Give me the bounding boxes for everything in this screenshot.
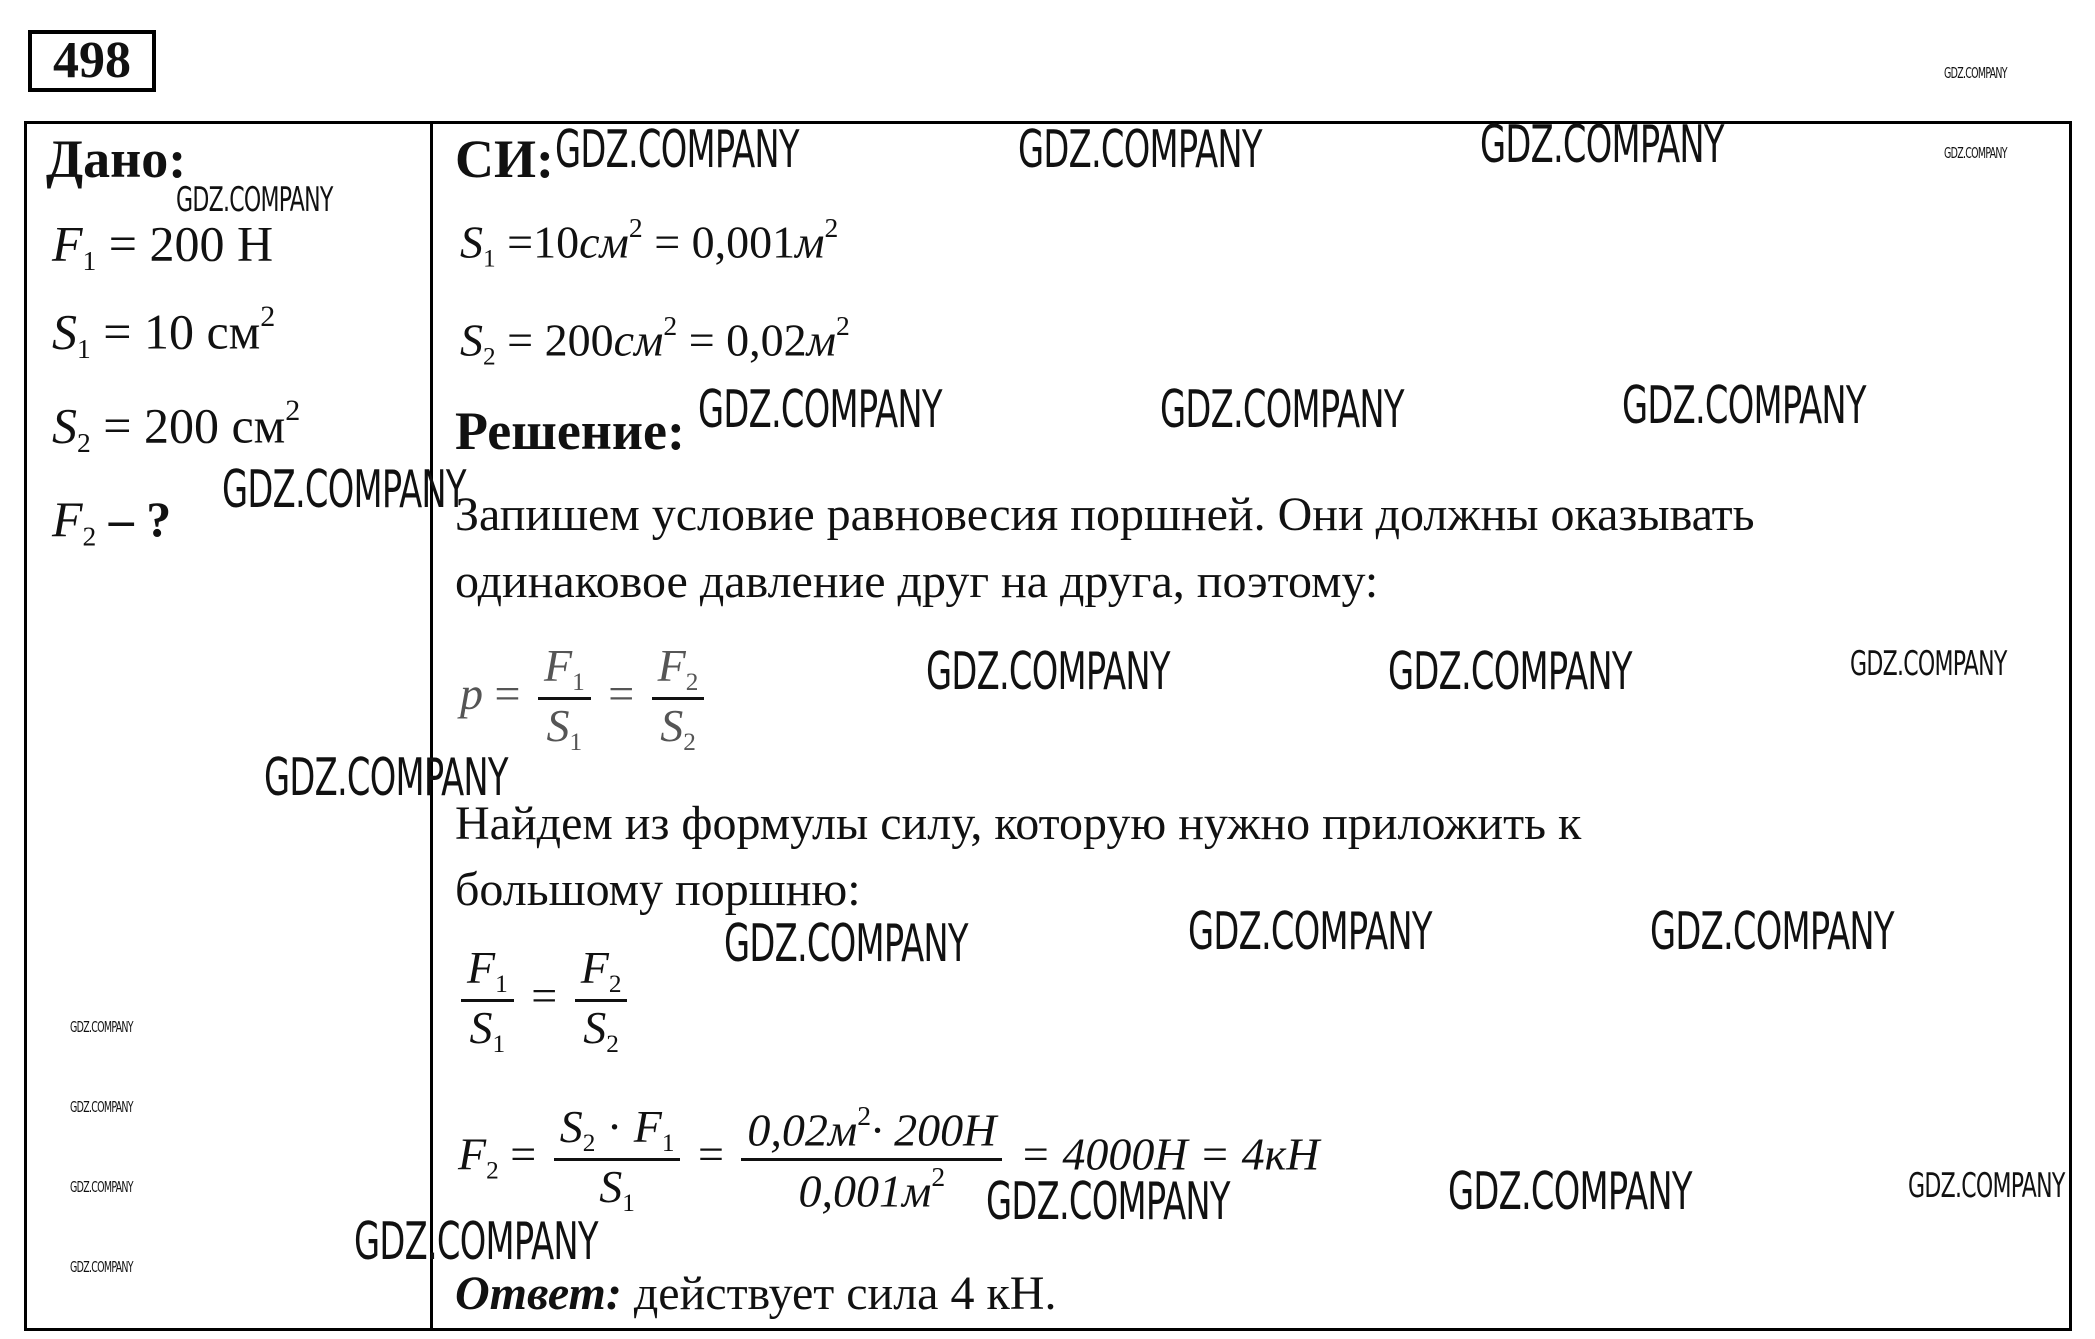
watermark: GDZ.COMPANY [1480,115,1724,175]
watermark: GDZ.COMPANY [70,1018,133,1036]
solution-text-2b: большому поршню: [455,863,861,916]
column-divider [430,121,433,1331]
watermark: GDZ.COMPANY [176,180,333,220]
watermark: GDZ.COMPANY [1018,120,1262,180]
watermark: GDZ.COMPANY [1448,1162,1692,1222]
watermark: GDZ.COMPANY [724,914,968,974]
watermark: GDZ.COMPANY [222,460,466,520]
watermark: GDZ.COMPANY [1188,902,1432,962]
watermark: GDZ.COMPANY [1944,64,2007,82]
given-line-f2-unknown: $F_2$ – ? [52,491,172,552]
watermark: GDZ.COMPANY [354,1212,598,1272]
watermark: GDZ.COMPANY [698,380,942,440]
watermark: GDZ.COMPANY [1388,642,1632,702]
watermark: GDZ.COMPANY [70,1258,133,1276]
watermark: GDZ.COMPANY [1622,376,1866,436]
watermark: GDZ.COMPANY [926,642,1170,702]
si-line-s1: $S_1 =10см^2 = 0,001м^2$ [460,212,839,273]
solution-text-1a: Запишем условие равновесия поршней. Они должны оказывать [455,488,1755,541]
watermark: GDZ.COMPANY [1908,1166,2065,1206]
solution-text-2a: Найдем из формулы силу, которую нужно приложить к [455,797,1582,850]
watermark: GDZ.COMPANY [1944,144,2007,162]
watermark: GDZ.COMPANY [1850,644,2007,684]
given-line-s2: $S_2 = 200$ $см^2$ [52,394,301,459]
si-heading: СИ: [455,129,554,189]
problem-number: 498 [28,30,156,92]
watermark: GDZ.COMPANY [1160,380,1404,440]
given-line-f1: $F_1 = 200$ Н [52,215,274,277]
solution-text-1b: одинаковое давление друг на друга, поэтому: [455,555,1379,608]
answer: Ответ: действует сила 4 кН. [455,1267,1057,1320]
formula-pressure: p = $\frac{F_1}{S_1}$ = $\frac{F_2}{S_2}$ [460,640,710,757]
watermark: GDZ.COMPANY [986,1172,1230,1232]
watermark: GDZ.COMPANY [70,1178,133,1196]
solution-heading: Решение: [455,401,685,461]
si-line-s2: $S_2 = 200см^2 = 0,02м^2$ [460,310,850,371]
given-heading: Дано: [46,129,187,189]
watermark: GDZ.COMPANY [555,120,799,180]
watermark: GDZ.COMPANY [1650,902,1894,962]
watermark: GDZ.COMPANY [70,1098,133,1116]
formula-result: $F_2$ = $\frac{S_2 \cdot F_1}{S_1}$ = $\frac{0,02м^2\cdot 200Н}{0,001м^2}$ = 4000Н = 4кН [458,1100,1320,1217]
formula-equilibrium: $\frac{F_1}{S_1}$ = $\frac{F_2}{S_2}$ [455,942,633,1059]
watermark: GDZ.COMPANY [264,748,508,808]
given-line-s1: $S_1 = 10$ $см^2$ [52,300,276,365]
